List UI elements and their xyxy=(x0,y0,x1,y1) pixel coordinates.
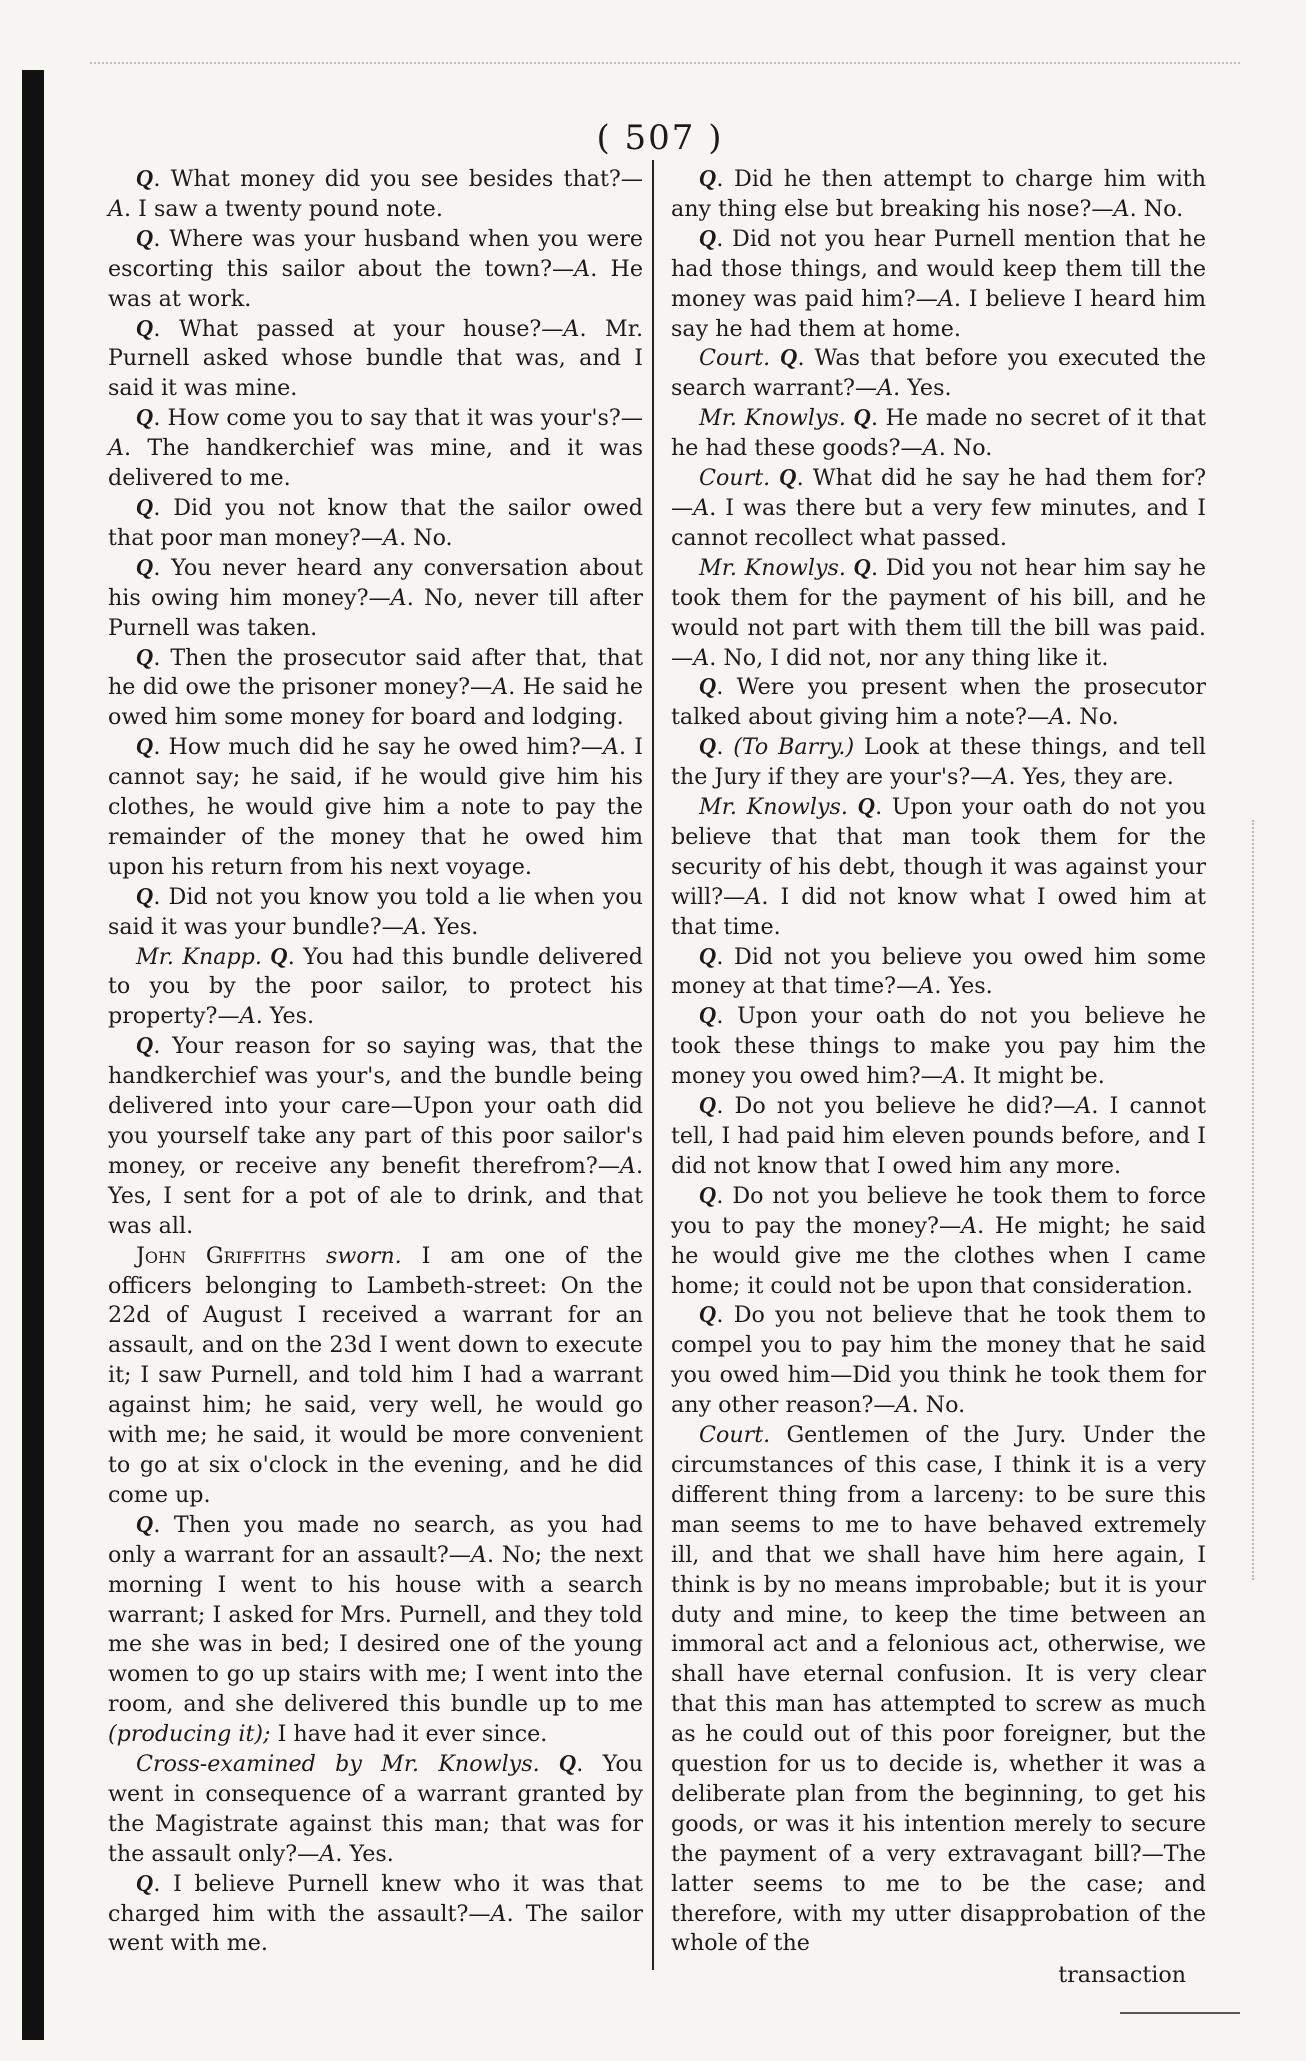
paragraph xyxy=(108,644,643,734)
question-marker: Q xyxy=(270,943,288,970)
question-marker: Q xyxy=(136,405,154,432)
text-run: . Yes. xyxy=(335,1840,394,1867)
text-run: . Do you not believe that he took them to compel you to pay him the money that he said you owed him—Did you think he took them for any other reason?— xyxy=(671,1302,1206,1419)
text-run: . Did not you believe you owed him some money at that time?— xyxy=(671,943,1206,1000)
text-run: . Did you not know that the sailor owed that poor man money?— xyxy=(108,494,643,551)
paragraph xyxy=(108,883,643,943)
text-run xyxy=(540,1751,559,1777)
question-marker: Q xyxy=(136,1033,154,1060)
question-marker: Q xyxy=(699,166,717,192)
text-run xyxy=(770,465,779,491)
paragraph xyxy=(671,225,1206,345)
scan-noise-right-margin xyxy=(1252,820,1262,1580)
question-marker: Q xyxy=(780,345,798,372)
page-number: ( 507 ) xyxy=(596,118,724,158)
italic-text: A xyxy=(108,195,125,222)
text-run: I am one of the officers belonging to Lambeth-street: On the 22d of August I received a warrant for an assault, and on the 23d I went down to execute it; I saw Purnell, and told him I had a warrant against him; he said, very well, he would go with me; he said, it would be more convenient to go at six o'clock in the evening, and he did come up. xyxy=(108,1242,644,1508)
text-run: . What passed at your house?— xyxy=(153,315,564,342)
italic-text: A xyxy=(603,734,620,761)
italic-text: Mr. Knowlys. xyxy=(699,554,846,581)
italic-text: A xyxy=(942,1063,959,1090)
italic-text: A xyxy=(490,1900,507,1927)
italic-text: A xyxy=(563,315,580,342)
italic-text: A xyxy=(693,644,710,671)
paragraph xyxy=(671,165,1206,225)
text-run: . I believe I heard him say he had them at home. xyxy=(671,285,1206,342)
bottom-rule xyxy=(1120,2012,1240,2014)
paragraph xyxy=(108,1870,643,1960)
question-marker: Q xyxy=(136,1511,154,1538)
column-divider xyxy=(652,160,654,1970)
text-run: Gentlemen of the Jury. Under the circumstances of this case, I think it is a very different thing from a larceny: to be sure this man seems to me to have behaved extremely ill, and that we shall have him here again, I think is by no means improbable; but it is your duty and mine, to keep the time between an immoral act and a felonious act, otherwise, we shall have eternal confusion. It is very clear that this man has attempted to screw as much as he could out of this poor foreigner, but the question for us to decide is, whether it was a deliberate plan from the beginning, to get his goods, or was it his intention merely to secure the payment of a very extravagant bill?—The latter seems to me to be the case; and therefore, with my utter disapprobation of the whole of the xyxy=(671,1422,1206,1957)
italic-text: A xyxy=(1113,195,1130,222)
text-run: . Did he then attempt to charge him with any thing else but breaking his nose?— xyxy=(671,166,1206,222)
question-marker: Q xyxy=(699,1182,717,1209)
italic-text: Mr. Knowlys. xyxy=(699,794,848,821)
italic-text: A xyxy=(383,524,400,551)
italic-text: A xyxy=(1049,704,1066,731)
paragraph xyxy=(671,1092,1206,1182)
italic-text: Mr. Knapp. xyxy=(136,943,262,970)
text-run: . You had this bundle delivered to you by the poor sailor, to protect his property?— xyxy=(108,943,644,1030)
italic-text: (producing it); xyxy=(108,1721,271,1748)
text-run: . He was at work. xyxy=(108,255,643,312)
italic-text: Cross-examined by Mr. Knowlys. xyxy=(136,1751,540,1778)
text-run: . Did you not hear him say he took them for the payment of his bill, and he would not part with them till the bill was paid.— xyxy=(671,554,1206,671)
paragraph xyxy=(108,1032,643,1241)
italic-text: A xyxy=(390,584,407,611)
italic-text: A xyxy=(108,435,125,462)
text-run: . Yes. xyxy=(255,1003,315,1030)
text-run: . Yes. xyxy=(893,375,952,402)
question-marker: Q xyxy=(558,1751,577,1778)
text-run: . No. xyxy=(399,524,453,551)
text-run xyxy=(848,794,858,820)
italic-text: A xyxy=(992,764,1009,791)
text-run: . No. xyxy=(938,435,993,462)
question-marker: Q xyxy=(699,1093,717,1120)
italic-text: A xyxy=(1075,1093,1092,1120)
text-run xyxy=(846,555,854,581)
scan-noise-top xyxy=(90,62,1240,74)
paragraph xyxy=(671,1301,1206,1421)
paragraph xyxy=(671,1002,1206,1092)
paragraph xyxy=(671,1182,1206,1302)
text-run xyxy=(846,405,854,431)
italic-text: Court. xyxy=(699,1422,771,1449)
text-run: . He made no secret of it that he had these goods?— xyxy=(671,405,1206,462)
text-run: . He said he owed him some money for board and lodging. xyxy=(108,674,643,731)
text-run: . Do not you believe he did?— xyxy=(716,1093,1076,1120)
right-column xyxy=(671,165,1206,1991)
text-run: . Your reason for so saying was, that the handkerchief was your's, and the bundle being delivered into your care—Upon your oath did you yourself take any part of this poor sailor's money, or receive any benefit therefrom?— xyxy=(108,1033,643,1179)
text-run: . Upon your oath do not you believe that that man took them for the security of his debt, though it was against your will?— xyxy=(671,794,1206,910)
question-marker: Q xyxy=(699,1003,717,1030)
italic-text: Court. xyxy=(699,345,771,372)
text-run: . No. xyxy=(1065,704,1119,731)
text-run xyxy=(770,345,780,371)
text-run: . The sailor went with me. xyxy=(108,1900,643,1957)
text-run: . Do not you believe he took them to force you to pay the money?— xyxy=(671,1182,1206,1239)
text-run: . Then you made no search, as you had only a warrant for an assault?— xyxy=(108,1511,643,1568)
paragraph xyxy=(671,344,1206,404)
text-run: . Did not you know you told a lie when you said it was your bundle?— xyxy=(108,883,643,940)
text-run: . He might; he said he would give me the clothes when I came home; it could not be upon that consideration. xyxy=(671,1212,1206,1299)
text-run: . The handkerchief was mine, and it was delivered to me. xyxy=(108,435,643,492)
question-marker: Q xyxy=(136,554,154,581)
italic-text: A xyxy=(922,435,939,462)
text-run xyxy=(306,1243,326,1269)
question-marker: Q xyxy=(136,494,154,521)
text-run: . I believe Purnell knew who it was that charged him with the assault?— xyxy=(108,1870,643,1927)
text-run: . I cannot tell, I had paid him eleven pounds before, and I did not know that I owed him any more. xyxy=(671,1093,1207,1179)
paragraph xyxy=(108,404,643,494)
italic-text: A xyxy=(574,255,591,282)
paragraph xyxy=(108,1242,643,1511)
text-run: . No. xyxy=(911,1392,966,1419)
italic-text: A xyxy=(745,883,762,910)
text-run: . Yes. xyxy=(934,973,993,1000)
text-run: . I did not know what I owed him at that time. xyxy=(671,883,1206,940)
italic-text: A xyxy=(693,494,710,521)
text-run: . Yes. xyxy=(419,913,479,940)
text-run: . No; the next morning I went to his house with a search warrant; I asked for Mrs. Purnell, and they told me she was in bed; I desired one of the young women to go up stairs with me; I went into the room, and she delivered this bundle up to me xyxy=(108,1541,643,1718)
text-run: . Yes, they are. xyxy=(1008,764,1174,791)
italic-text: A xyxy=(319,1840,336,1867)
text-run: . Yes, I sent for a pot of ale to drink, and that was all. xyxy=(108,1152,643,1239)
paragraph xyxy=(671,464,1206,554)
italic-text: (To Barry.) xyxy=(733,734,855,761)
question-marker: Q xyxy=(699,734,717,761)
text-run: . I saw a twenty pound note. xyxy=(124,195,443,222)
text-run: . I was there but a very few minutes, and I cannot recollect what passed. xyxy=(671,494,1206,551)
italic-text: A xyxy=(619,1152,636,1179)
paragraph xyxy=(108,315,643,405)
paragraph xyxy=(108,1511,643,1750)
left-column xyxy=(108,165,643,1959)
question-marker: Q xyxy=(699,943,717,970)
italic-text: A xyxy=(492,674,509,701)
text-run: Look at these things, and tell the Jury if they are your's?— xyxy=(671,734,1207,791)
text-run: . No, I did not, nor any thing like it. xyxy=(709,644,1109,671)
question-marker: Q xyxy=(136,315,154,342)
question-marker: Q xyxy=(699,1302,717,1329)
italic-text: sworn. xyxy=(326,1242,402,1269)
italic-text: A xyxy=(403,913,420,940)
question-marker: Q xyxy=(136,225,154,252)
paragraph xyxy=(108,554,643,644)
paragraph xyxy=(108,1750,643,1870)
paragraph xyxy=(671,793,1206,943)
text-run: . xyxy=(716,734,734,761)
text-run: . No. xyxy=(1129,195,1184,222)
page-binding-edge xyxy=(22,70,44,2040)
paragraph xyxy=(671,733,1206,793)
italic-text: A xyxy=(877,375,894,402)
paragraph xyxy=(671,1421,1206,1959)
paragraph xyxy=(671,673,1206,733)
text-run: . It might be. xyxy=(958,1063,1105,1090)
italic-text: A xyxy=(937,285,954,312)
text-run: . How much did he say he owed him?— xyxy=(153,734,603,761)
paragraph xyxy=(671,943,1206,1003)
paragraph xyxy=(108,494,643,554)
text-run: . I cannot say; he said, if he would give him his clothes, he would give him a note to pay the remainder of the money that he owed him upon his return from his next voyage. xyxy=(108,734,643,880)
text-run: I have had it ever since. xyxy=(270,1721,548,1748)
italic-text: A xyxy=(918,973,935,1000)
catchword: transaction xyxy=(1058,1962,1186,1989)
question-marker: Q xyxy=(779,465,797,492)
italic-text: A xyxy=(961,1212,978,1239)
question-marker: Q xyxy=(136,734,154,761)
text-run: . Upon your oath do not you believe he took these things to make you pay him the money you owed him?— xyxy=(671,1003,1206,1090)
question-marker: Q xyxy=(857,794,876,821)
question-marker: Q xyxy=(136,1870,154,1897)
paragraph xyxy=(108,225,643,315)
text-run: . What money did you see besides that?— xyxy=(153,166,643,192)
paragraph xyxy=(671,404,1206,464)
text-run: . How come you to say that it was your's?— xyxy=(153,405,643,432)
question-marker: Q xyxy=(136,883,154,910)
question-marker: Q xyxy=(136,644,154,671)
question-marker: Q xyxy=(853,554,871,581)
text-run: . Did not you hear Purnell mention that he had those things, and would keep them till the money was paid him?— xyxy=(671,225,1206,312)
italic-text: Mr. Knowlys. xyxy=(699,405,846,432)
text-run: . What did he say he had them for?— xyxy=(671,465,1206,521)
question-marker: Q xyxy=(136,166,154,192)
italic-text: A xyxy=(895,1392,912,1419)
italic-text: Court. xyxy=(699,465,771,492)
paragraph xyxy=(108,943,643,1033)
text-run: . You never heard any conversation about his owing him money?— xyxy=(108,554,643,611)
text-run: . Were you present when the prosecutor talked about giving him a note?— xyxy=(671,674,1206,731)
text-run: . Mr. Purnell asked whose bundle that was, and I said it was mine. xyxy=(108,315,643,402)
text-run: . No, never till after Purnell was taken. xyxy=(108,584,643,641)
paragraph xyxy=(108,165,643,225)
text-run: . Where was your husband when you were escorting this sailor about the town?— xyxy=(108,225,643,282)
paragraph xyxy=(671,554,1206,674)
paragraph xyxy=(108,733,643,883)
italic-text: A xyxy=(239,1003,256,1030)
text-run: . You went in consequence of a warrant granted by the Magistrate against this man; that was for the assault only?— xyxy=(108,1751,643,1867)
text-run: . Was that before you executed the search warrant?— xyxy=(671,345,1206,402)
question-marker: Q xyxy=(699,674,717,701)
question-marker: Q xyxy=(699,225,717,252)
text-run: . Then the prosecutor said after that, that he did owe the prisoner money?— xyxy=(108,644,643,701)
question-marker: Q xyxy=(853,405,871,432)
italic-text: A xyxy=(470,1541,487,1568)
witness-name: John Griffiths xyxy=(136,1242,307,1269)
